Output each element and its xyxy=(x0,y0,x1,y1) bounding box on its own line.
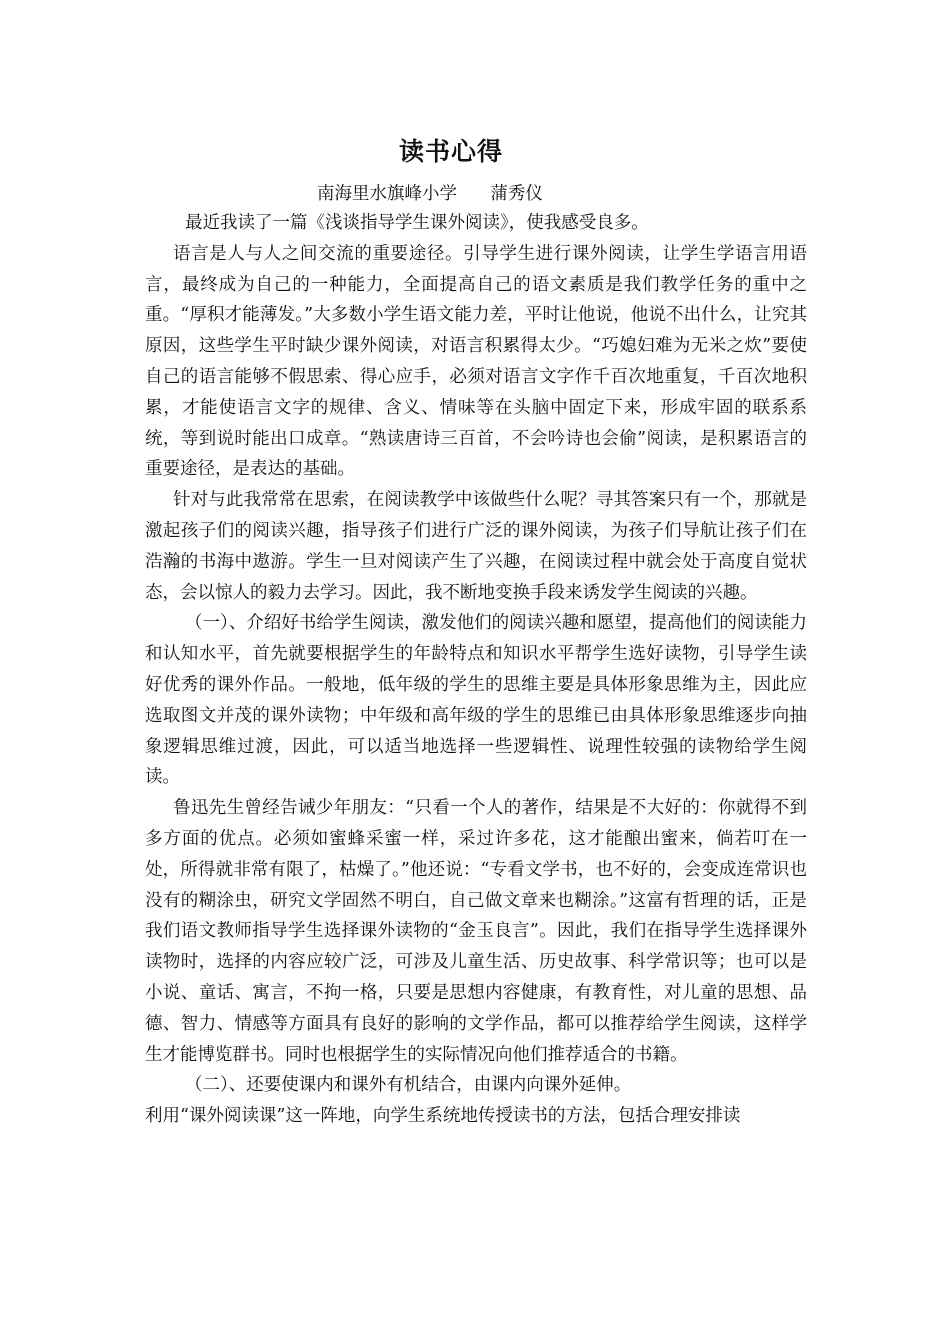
document-title-text: 读书心得 xyxy=(398,137,503,166)
author-byline: 南海里水旗峰小学 蒲秀仪 xyxy=(317,184,543,204)
paragraph-luxun-quote: 鲁迅先生曾经告诫少年朋友：“只看一个人的著作，结果是不大好的：你就得不到多方面的优点。必须如蜜蜂采蜜一样，采过许多花，这才能酿出蜜来，倘若叮在一处，所得就非常有限了，枯燥了。”他还说：“专看文学书，也不好的，会变成连常识也没有的糊涂虫，研究文学固然不明白，自己做文章来也糊涂。”这富有哲理的话，正是我们语文教师指导学生选择课外读物的“金玉良言”。因此，我们在指导学生选择课外读物时，选择的内容应较广泛，可涉及儿童生活、历史故事、科学常识等；也可以是小说、童话、寓言，不拘一格，只要是思想内容健康，有教育性，对儿童的思想、品德、智力、情感等方面具有良好的影响的文学作品，都可以推荐给学生阅读，这样学生才能博览群书。同时也根据学生的实际情况向他们推荐适合的书籍。 xyxy=(145,798,807,1065)
paragraph-language: 语言是人与人之间交流的重要途径。引导学生进行课外阅读，让学生学语言用语言，最终成为自己的一种能力，全面提高自己的语文素质是我们教学任务的重中之重。“厚积才能薄发。”大多数小学生语文能力差，平时让他说，他说不出什么，让究其原因，这些学生平时缺少课外阅读，对语言积累得太少。“巧媳妇难为无米之炊”要使自己的语言能够不假思索、得心应手，必须对语言文字作千百次地重复，千百次地积累，才能使语言文字的规律、含义、情味等在头脑中固定下来，形成牢固的联系系统，等到说时能出口成章。“熟读唐诗三百首，不会吟诗也会偷”阅读，是积累语言的重要途径，是表达的基础。 xyxy=(145,243,807,480)
document-body xyxy=(145,208,807,1132)
paragraph-section-one: （一）、介绍好书给学生阅读，激发他们的阅读兴趣和愿望，提高他们的阅读能力和认知水平，首先就要根据学生的年龄特点和知识水平帮学生选好读物，引导学生读好优秀的课外作品。一般地，低年级的学生的思维主要是具体形象思维为主，因此应选取图文并茂的课外读物；中年级和高年级的学生的思维已由具体形象思维逐步向抽象逻辑思维过渡，因此，可以适当地选择一些逻辑性、说理性较强的读物给学生阅读。 xyxy=(145,613,807,788)
paragraph-reading-class: 利用“课外阅读课”这一阵地，向学生系统地传授读书的方法，包括合理安排读 xyxy=(145,1106,741,1127)
paragraph-section-two: （二）、还要使课内和课外有机结合，由课内向课外延伸。 xyxy=(185,1075,632,1096)
paragraph-reflection: 针对与此我常常在思索，在阅读教学中该做些什么呢？寻其答案只有一个，那就是激起孩子们的阅读兴趣，指导孩子们进行广泛的课外阅读，为孩子们导航让孩子们在浩瀚的书海中遨游。学生一旦对阅读产生了兴趣，在阅读过程中就会处于高度自觉状态，会以惊人的毅力去学习。因此，我不断地变换手段来诱发学生阅读的兴趣。 xyxy=(145,490,807,603)
paragraph-intro: 最近我读了一篇《浅谈指导学生课外阅读》，使我感受良多。 xyxy=(185,213,649,233)
document-title xyxy=(0,132,950,168)
